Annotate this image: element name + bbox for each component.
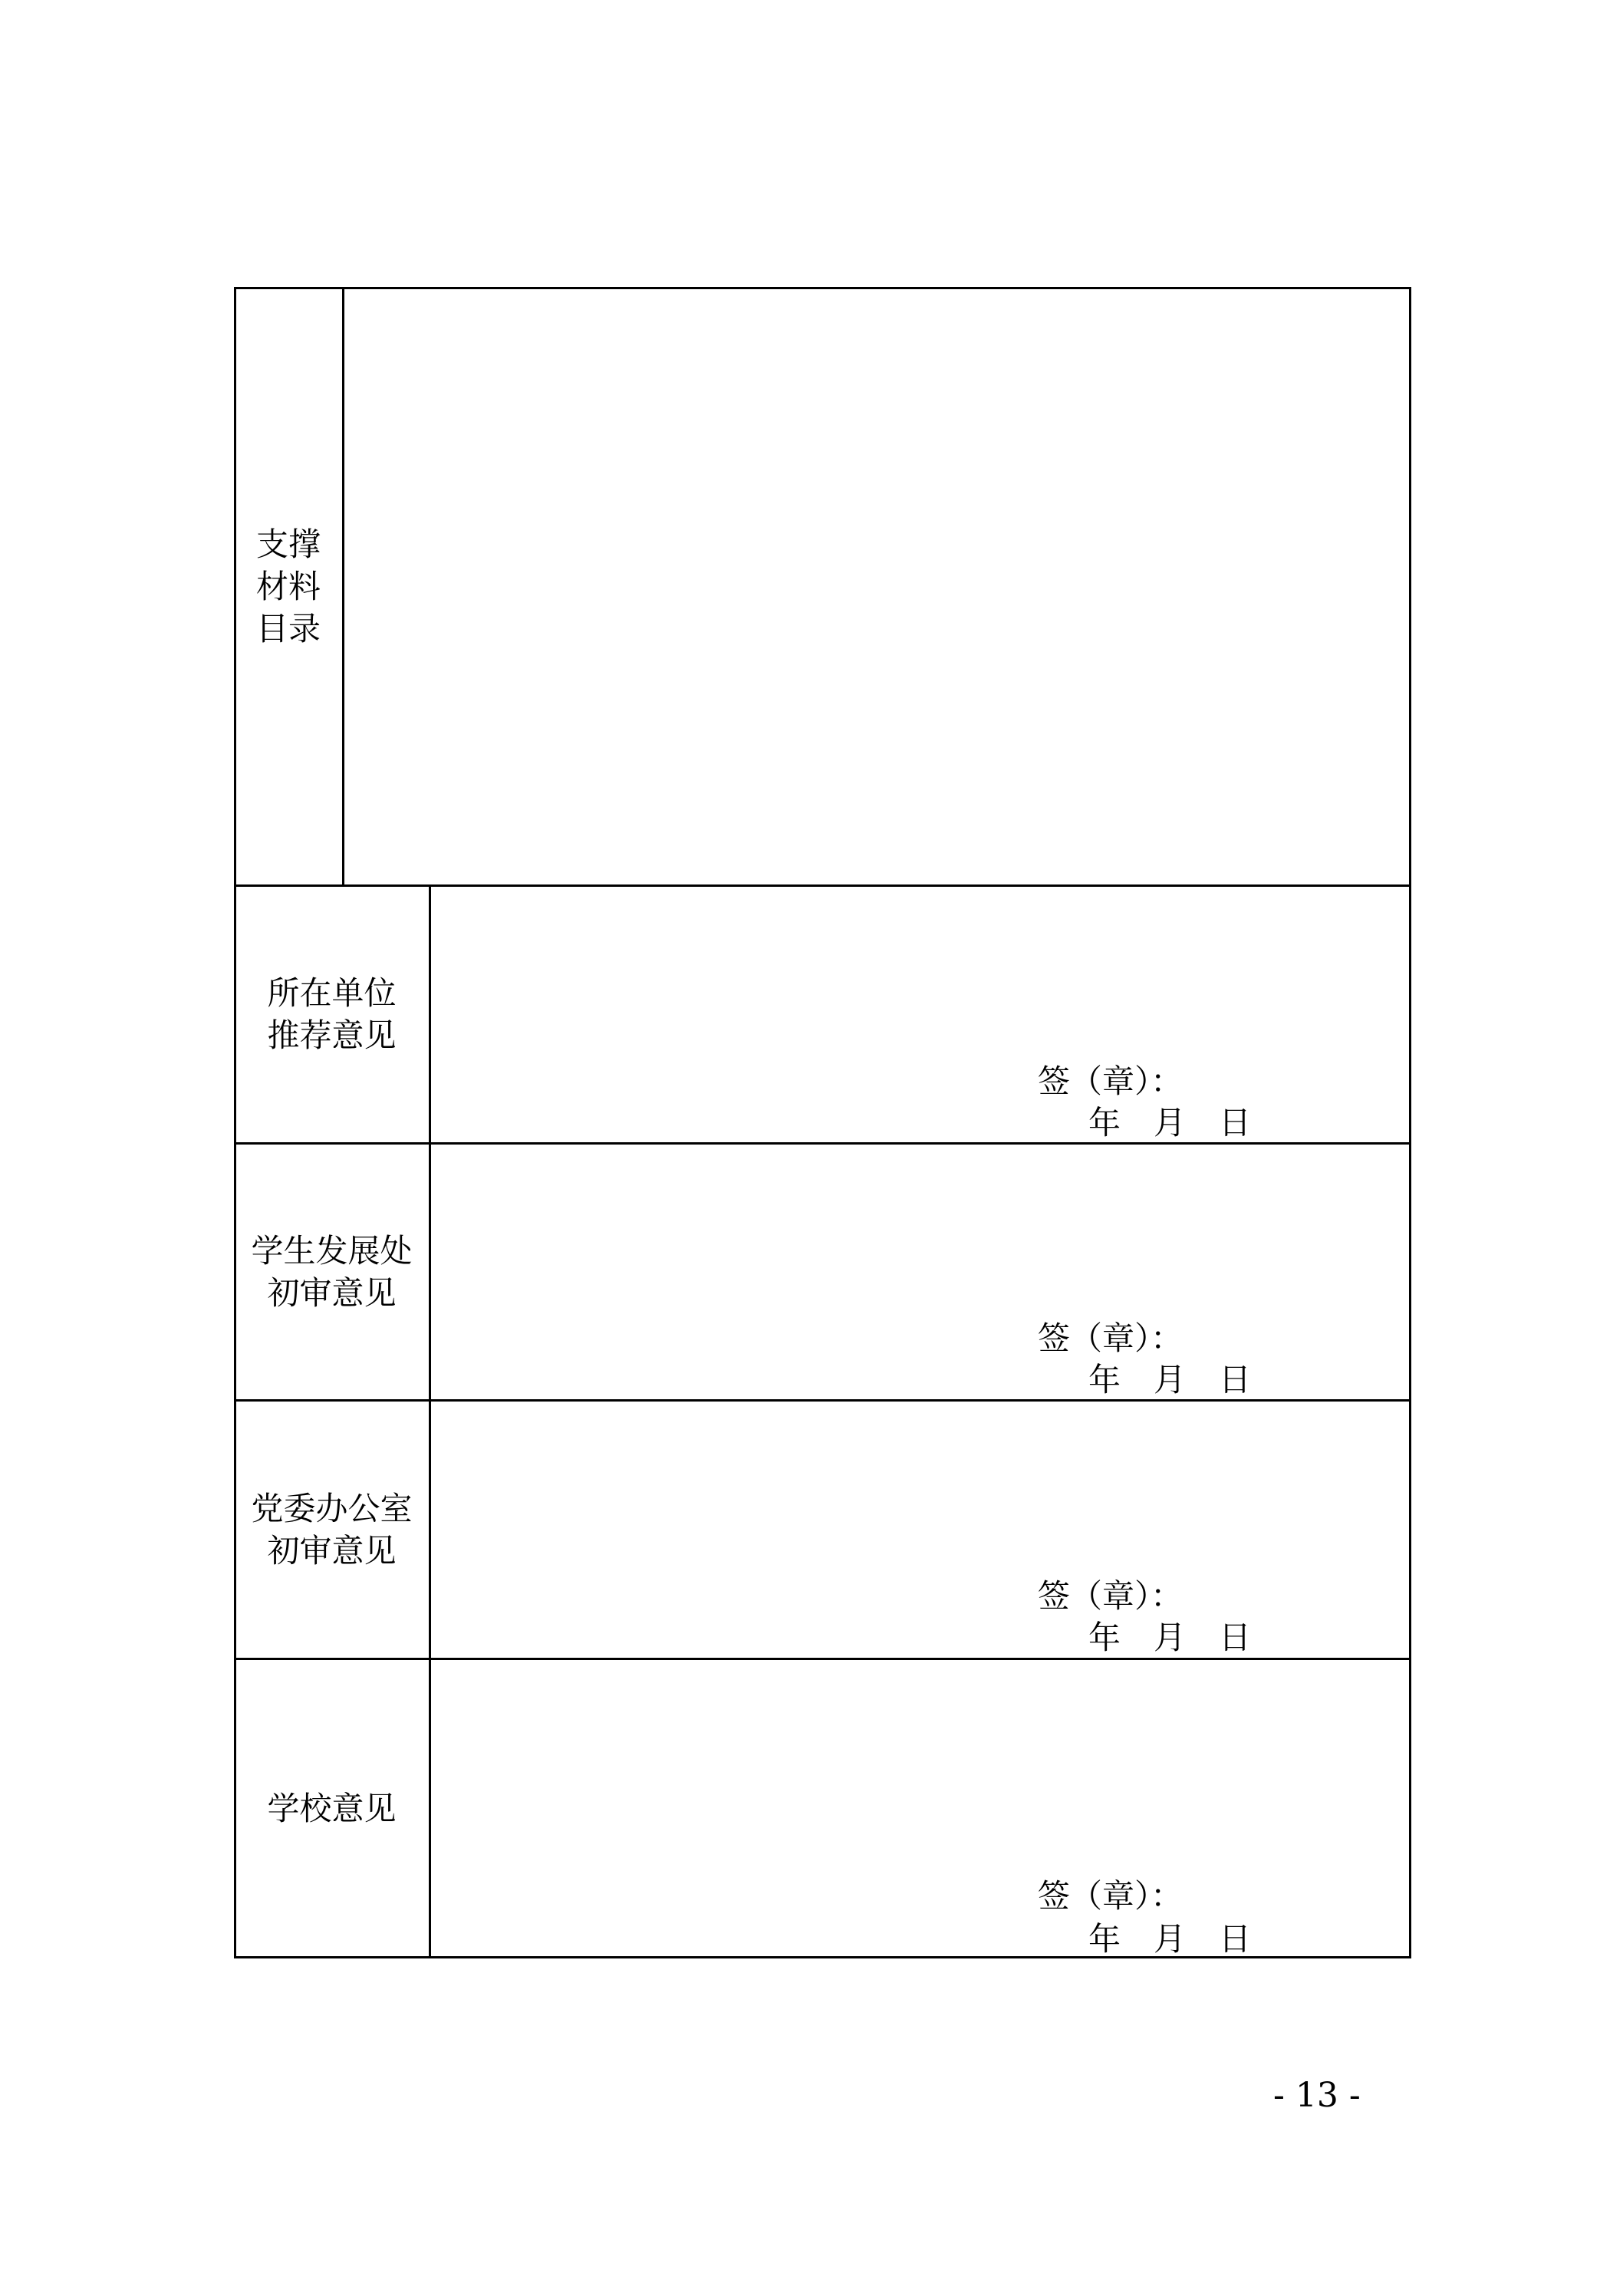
- supporting-materials-label: [234, 287, 343, 885]
- signature-label: 签（章）：: [1038, 1577, 1184, 1615]
- date-month: 月: [1154, 1920, 1187, 1958]
- unit-recommendation-content: [430, 885, 1411, 1143]
- student-office-review-content: [430, 1143, 1411, 1400]
- date-day: 日: [1219, 1104, 1252, 1141]
- signature-label: 签（章）：: [1038, 1062, 1184, 1100]
- signature-label: 签（章）：: [1038, 1877, 1184, 1915]
- label-line: 学校意见: [267, 1790, 397, 1827]
- supporting-materials-content: [343, 287, 1411, 885]
- date-month: 月: [1154, 1361, 1187, 1398]
- signature-label: 签（章）：: [1038, 1319, 1184, 1357]
- student-office-review-label: [234, 1143, 430, 1400]
- party-office-review-label: [234, 1400, 430, 1659]
- date-day: 日: [1219, 1361, 1252, 1398]
- page-number: - 13 -: [1273, 2076, 1361, 2115]
- label-line: 学生发展处: [251, 1231, 413, 1270]
- date-year: 年: [1088, 1920, 1121, 1958]
- label-line: 所在单位: [267, 974, 397, 1012]
- date-year: 年: [1088, 1104, 1121, 1141]
- date-day: 日: [1219, 1619, 1252, 1656]
- date-year: 年: [1088, 1361, 1121, 1398]
- date-month: 月: [1154, 1619, 1187, 1656]
- unit-recommendation-label: [234, 885, 430, 1143]
- date-year: 年: [1088, 1619, 1121, 1656]
- date-line: [1088, 1616, 1251, 1659]
- label-line: 材料: [255, 567, 321, 605]
- date-month: 月: [1154, 1104, 1187, 1141]
- school-opinion-label: [234, 1659, 430, 1958]
- label-line: 党委办公室: [251, 1489, 413, 1527]
- date-line: [1088, 1918, 1251, 1960]
- label-line: 初审意见: [267, 1531, 397, 1570]
- label-line: 支撑: [255, 525, 321, 563]
- label-line: 目录: [255, 609, 321, 647]
- date-line: [1088, 1359, 1251, 1401]
- school-opinion-content: [430, 1659, 1411, 1958]
- date-line: [1088, 1102, 1251, 1144]
- label-line: 推荐意见: [267, 1016, 397, 1054]
- party-office-review-content: [430, 1400, 1411, 1659]
- label-line: 初审意见: [267, 1273, 397, 1312]
- date-day: 日: [1219, 1920, 1252, 1958]
